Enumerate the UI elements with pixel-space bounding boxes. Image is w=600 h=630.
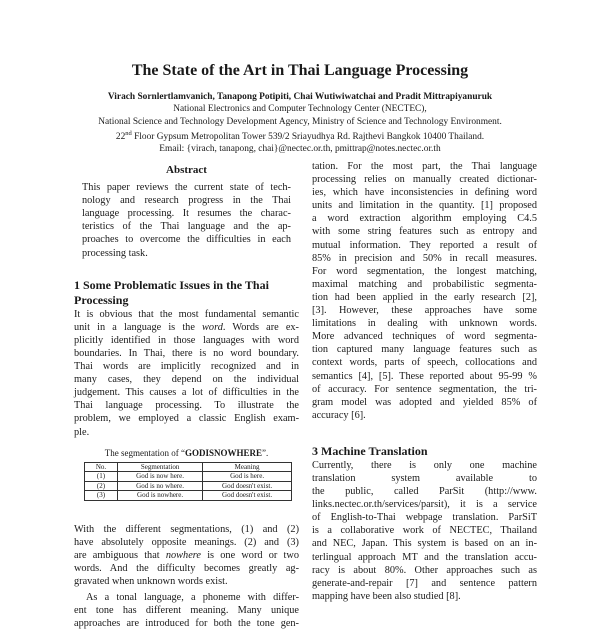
emphasis-word: nowhere <box>165 549 201 561</box>
table-cell: (1) <box>85 472 118 482</box>
body-line: units and limitation in the quantity. [1] proposed <box>312 200 537 212</box>
body-line: maximal matching and probabilistic segmenta- <box>312 278 537 290</box>
segmentation-table <box>84 462 292 501</box>
author-block <box>0 91 600 156</box>
body-line: is a collaborative work of NECTEC, Thailand <box>312 525 537 537</box>
body-line: racy is about 80%. Other approaches such as <box>312 564 537 576</box>
table-cell: God doesn't exist. <box>203 481 292 491</box>
body-line: problem, we employed a classic English exam- <box>74 413 299 425</box>
table-cell: God is here. <box>203 472 292 482</box>
body-line: accuracy [6]. <box>312 409 366 421</box>
body-line: plicitly identified in those languages with word <box>74 334 299 346</box>
body-line: tion captured many language features such as <box>312 344 537 356</box>
body-line: mutual information. They reported a result of <box>312 239 537 251</box>
body-line: 85% in precision and 50% in recall measures. <box>312 252 537 264</box>
body-line <box>74 321 299 334</box>
table-row <box>85 491 292 501</box>
body-line: translation system available to <box>312 472 537 484</box>
body-text: . Words are ex- <box>222 321 299 333</box>
body-line: tation. For the most part, the Thai language <box>312 161 537 172</box>
body-line: ent tone has different meaning. Many unique <box>74 605 299 617</box>
section1-heading <box>74 278 299 308</box>
table-header-cell: Meaning <box>203 462 292 472</box>
body-line: processing relies on manually created dictionar- <box>312 174 537 186</box>
section1-paragraph-2 <box>74 523 299 588</box>
table-caption-text: The segmentation of “ <box>104 447 185 458</box>
body-text: are ambiguous that <box>74 549 166 561</box>
body-line <box>74 549 299 562</box>
email-line: Email: {virach, tanapong, chai}@nectec.or.th, pmittrap@notes.nectec.or.th <box>159 144 441 155</box>
table-caption-text: ”. <box>262 447 269 458</box>
abstract-line: proaches to overcome the difficulties in each <box>82 234 291 246</box>
table-row <box>85 472 292 482</box>
right-column <box>312 160 537 603</box>
body-line: with some string features such as entropy and <box>312 226 537 238</box>
body-line: As a tonal language, a phoneme with differ- <box>86 592 299 604</box>
body-line: of accuracy. For sentence segmentation, the tri- <box>312 383 537 395</box>
body-line: generate-and-repair [7] and sentence pattern <box>312 577 537 589</box>
section1-heading-line: Processing <box>74 292 129 307</box>
body-line: boundaries. In Thai, there is no word boundary. <box>74 347 299 359</box>
table-cell: God is no where. <box>118 481 203 491</box>
body-line: ple. <box>74 426 90 438</box>
left-column <box>74 160 299 630</box>
table-header-cell: Segmentation <box>118 462 203 472</box>
body-line: [3]. However, these approaches have some <box>312 305 537 317</box>
body-line: many cases, they depend on the individual <box>74 374 299 386</box>
section1-paragraph-1 <box>74 308 299 439</box>
body-line: Thai words are implicitly recognized and in <box>74 361 299 373</box>
table-cell: (3) <box>85 491 118 501</box>
abstract-line: processing task. <box>82 247 148 259</box>
table-header-cell: No. <box>85 462 118 472</box>
body-line: have absolutely opposite meanings. (2) and (3) <box>74 536 299 548</box>
body-line: links.nectec.or.th/services/parsit), it is a service <box>312 499 537 511</box>
address-floor-suffix: nd <box>125 129 132 137</box>
body-line: More advanced techniques of word segmenta- <box>312 331 537 343</box>
body-line: of English-to-Thai webpage translation. ParSiT <box>312 512 537 524</box>
body-line: terlingual approach MT and the translation accu- <box>312 551 537 563</box>
address-floor: 22 <box>115 132 126 143</box>
body-line: ies, which have inconsistencies in defining word <box>312 187 537 199</box>
table-caption <box>74 447 299 460</box>
body-line: gram model was adopted and yielded 85% of <box>312 396 537 408</box>
body-line: It is obvious that the most fundamental semantic <box>74 308 299 320</box>
table-cell: (2) <box>85 481 118 491</box>
body-line: Currently, there is only one machine <box>312 459 537 471</box>
section1-heading-line: 1 Some Problematic Issues in the Thai <box>74 277 269 292</box>
table-row <box>85 481 292 491</box>
section1-paragraph-3 <box>74 591 299 630</box>
section3-paragraph <box>312 459 537 603</box>
table-header-row <box>85 462 292 472</box>
body-line: judgement. This causes a lot of difficulties in the <box>74 387 299 399</box>
body-line: gravated when unknown words exist. <box>74 576 228 588</box>
section2-paragraph <box>312 160 537 422</box>
body-line: context words, parts of speech, collocations and <box>312 357 537 369</box>
section3-heading: 3 Machine Translation <box>312 443 428 458</box>
table-cell: God doesn't exist. <box>203 491 292 501</box>
affiliation-line-1: National Electronics and Computer Technology Center (NECTEC), <box>173 104 427 115</box>
table-cell: God is now here. <box>118 472 203 482</box>
author-names: Virach Sornlertlamvanich, Tanapong Potipiti, Chai Wutiwiwatchai and Pradit Mittrapiyanuruk <box>107 92 493 102</box>
affiliation-line-2: National Science and Technology Development Agency, Ministry of Science and Technology Environment. <box>98 116 502 127</box>
abstract-line: language processing. It resumes the charac- <box>82 208 291 220</box>
body-line: words. And the difficulty becomes greatly ag- <box>74 562 299 574</box>
table-caption-word: GODISNOWHERE <box>184 447 262 458</box>
address-line <box>0 128 600 143</box>
body-line: a word extraction algorithm employing C4.5 <box>312 213 537 225</box>
abstract-heading: Abstract <box>166 164 207 176</box>
body-text: unit in a language is the <box>74 321 203 333</box>
body-line: mapping have been also studied [8]. <box>312 590 461 602</box>
body-line: approaches are introduced for both the tone gen- <box>74 618 299 630</box>
body-line: For word segmentation, the longest matching, <box>312 265 537 277</box>
body-line: Thai language processing. To illustrate the <box>74 400 299 412</box>
abstract-line: teristics of the Thai language and the ap- <box>82 221 291 233</box>
abstract-body <box>82 181 291 260</box>
emphasis-word: word <box>202 321 223 333</box>
body-line: and NEC, Japan. This system is based on an in- <box>312 538 537 550</box>
body-line: semantics [4], [5]. These reported about 95-99 % <box>312 370 537 382</box>
body-text: is one word or two <box>200 549 299 561</box>
body-line: the public, called ParSit (http://www. <box>312 486 537 498</box>
abstract-line: nology and research progress in the Thai <box>82 195 291 207</box>
address-text: Floor Gypsum Metropolitan Tower 539/2 Sriayudhya Rd. Rajthevi Bangkok 10400 Thailand. <box>131 132 485 143</box>
body-line: tion had been applied in the early research [2], <box>312 291 537 303</box>
body-line: With the different segmentations, (1) and (2) <box>74 523 299 535</box>
paper-title: The State of the Art in Thai Language Processing <box>131 62 469 79</box>
body-line: limitations in dealing with unknown words. <box>312 318 537 330</box>
table-cell: God is nowhere. <box>118 491 203 501</box>
abstract-line: This paper reviews the current state of tech- <box>82 182 291 194</box>
